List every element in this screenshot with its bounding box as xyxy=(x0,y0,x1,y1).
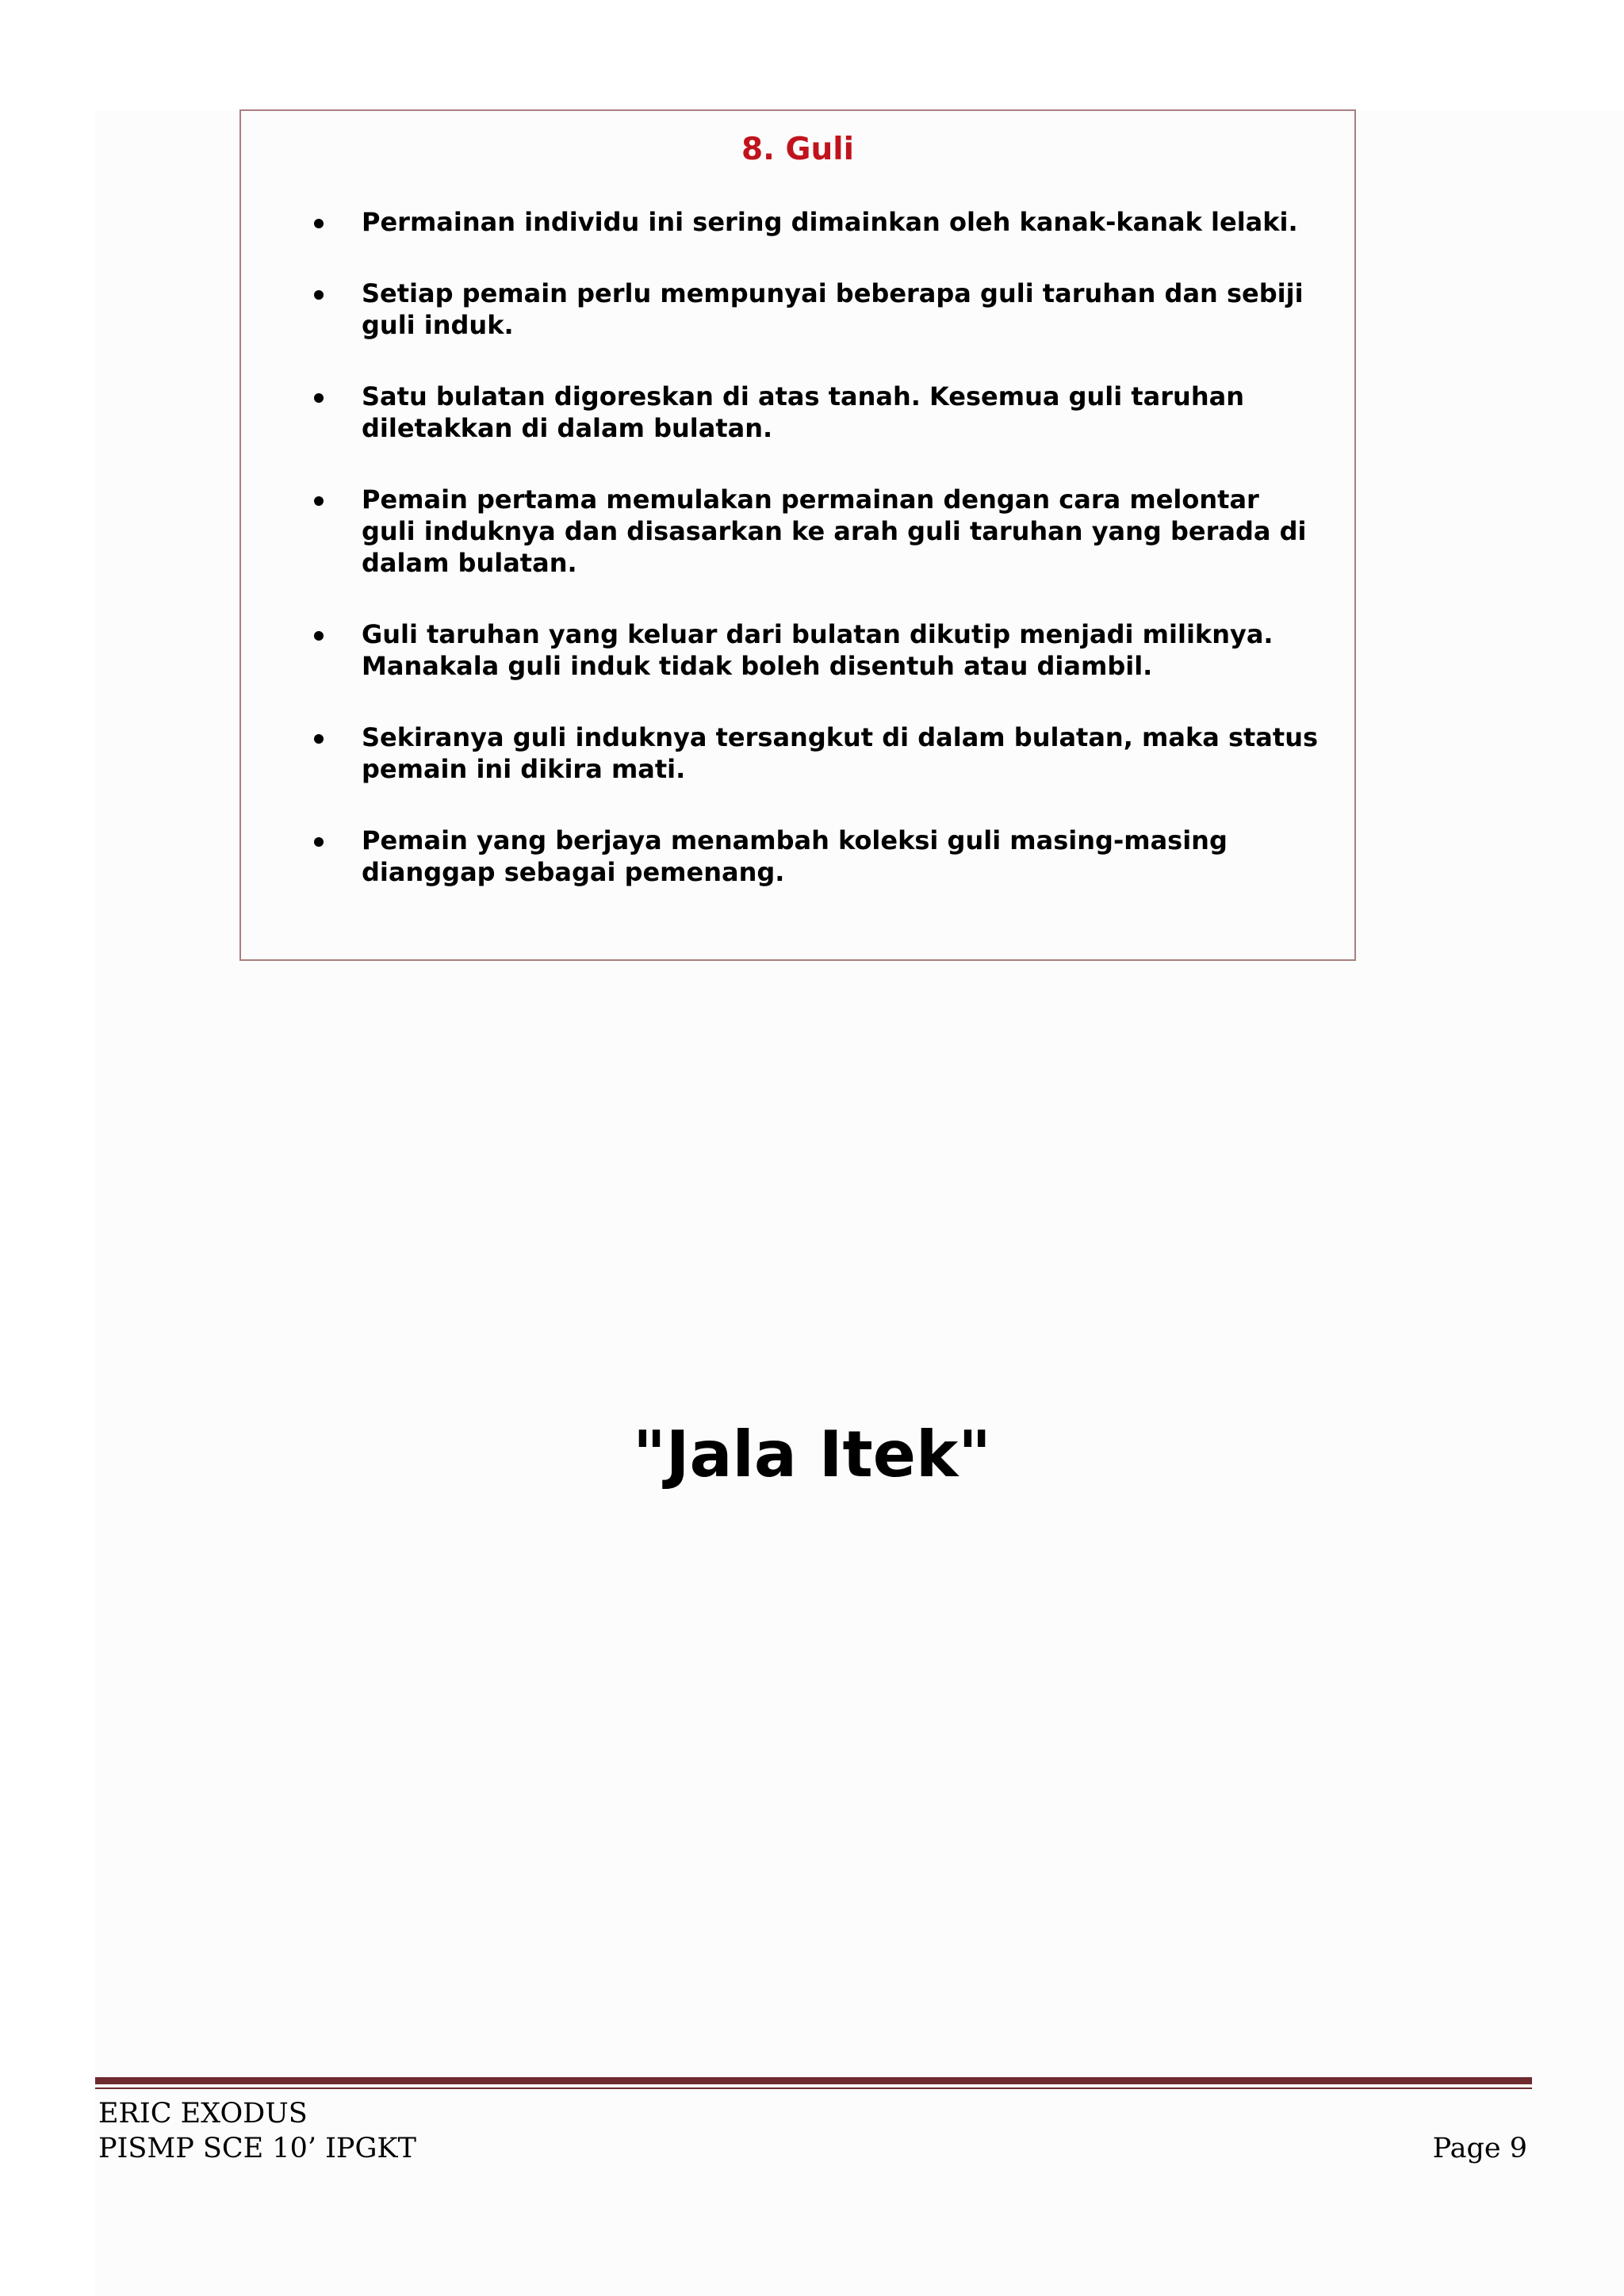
bullet-item xyxy=(289,825,1320,888)
bullet-icon xyxy=(314,290,324,300)
bullet-icon xyxy=(314,734,324,744)
content-box xyxy=(239,109,1356,961)
bullet-text: Guli taruhan yang keluar dari bulatan dikutip menjadi miliknya. Manakala guli induk tidak boleh disentuh atau diambil. xyxy=(362,619,1274,681)
bullet-text: Pemain yang berjaya menambah koleksi guli masing-masing dianggap sebagai pemenang. xyxy=(362,825,1228,887)
bullet-icon xyxy=(314,393,324,403)
bullet-text: Setiap pemain perlu mempunyai beberapa guli taruhan dan sebiji guli induk. xyxy=(362,278,1304,340)
box-title: 8. Guli xyxy=(741,132,855,167)
page-number: Page 9 xyxy=(1432,2133,1527,2164)
bullet-text: Sekiranya guli induknya tersangkut di dalam bulatan, maka status pemain ini dikira mati. xyxy=(362,722,1319,784)
bullet-icon xyxy=(314,631,324,641)
bullet-text: Permainan individu ini sering dimainkan oleh kanak-kanak lelaki. xyxy=(362,207,1298,237)
bullet-list xyxy=(289,206,1320,928)
footer-author: ERIC EXODUS xyxy=(98,2098,308,2130)
bullet-text: Satu bulatan digoreskan di atas tanah. Kesemua guli taruhan diletakkan di dalam bulatan. xyxy=(362,381,1244,443)
bullet-item xyxy=(289,381,1320,444)
bullet-item xyxy=(289,721,1320,785)
bullet-item xyxy=(289,277,1320,341)
bullet-icon xyxy=(314,496,324,506)
footer-rule-thin xyxy=(95,2087,1532,2089)
footer-rule-thick xyxy=(95,2077,1532,2084)
footer-left xyxy=(98,2096,416,2166)
bullet-item xyxy=(289,618,1320,682)
bullet-text: Pemain pertama memulakan permainan dengan cara melontar guli induknya dan disasarkan ke arah guli taruhan yang berada di dalam bulatan. xyxy=(362,484,1307,578)
bullet-icon xyxy=(314,837,324,847)
bullet-icon xyxy=(314,219,324,228)
bullet-item xyxy=(289,484,1320,579)
section-heading: "Jala Itek" xyxy=(633,1418,991,1491)
bullet-item xyxy=(289,206,1320,238)
footer-course: PISMP SCE 10’ IPGKT xyxy=(98,2133,416,2164)
